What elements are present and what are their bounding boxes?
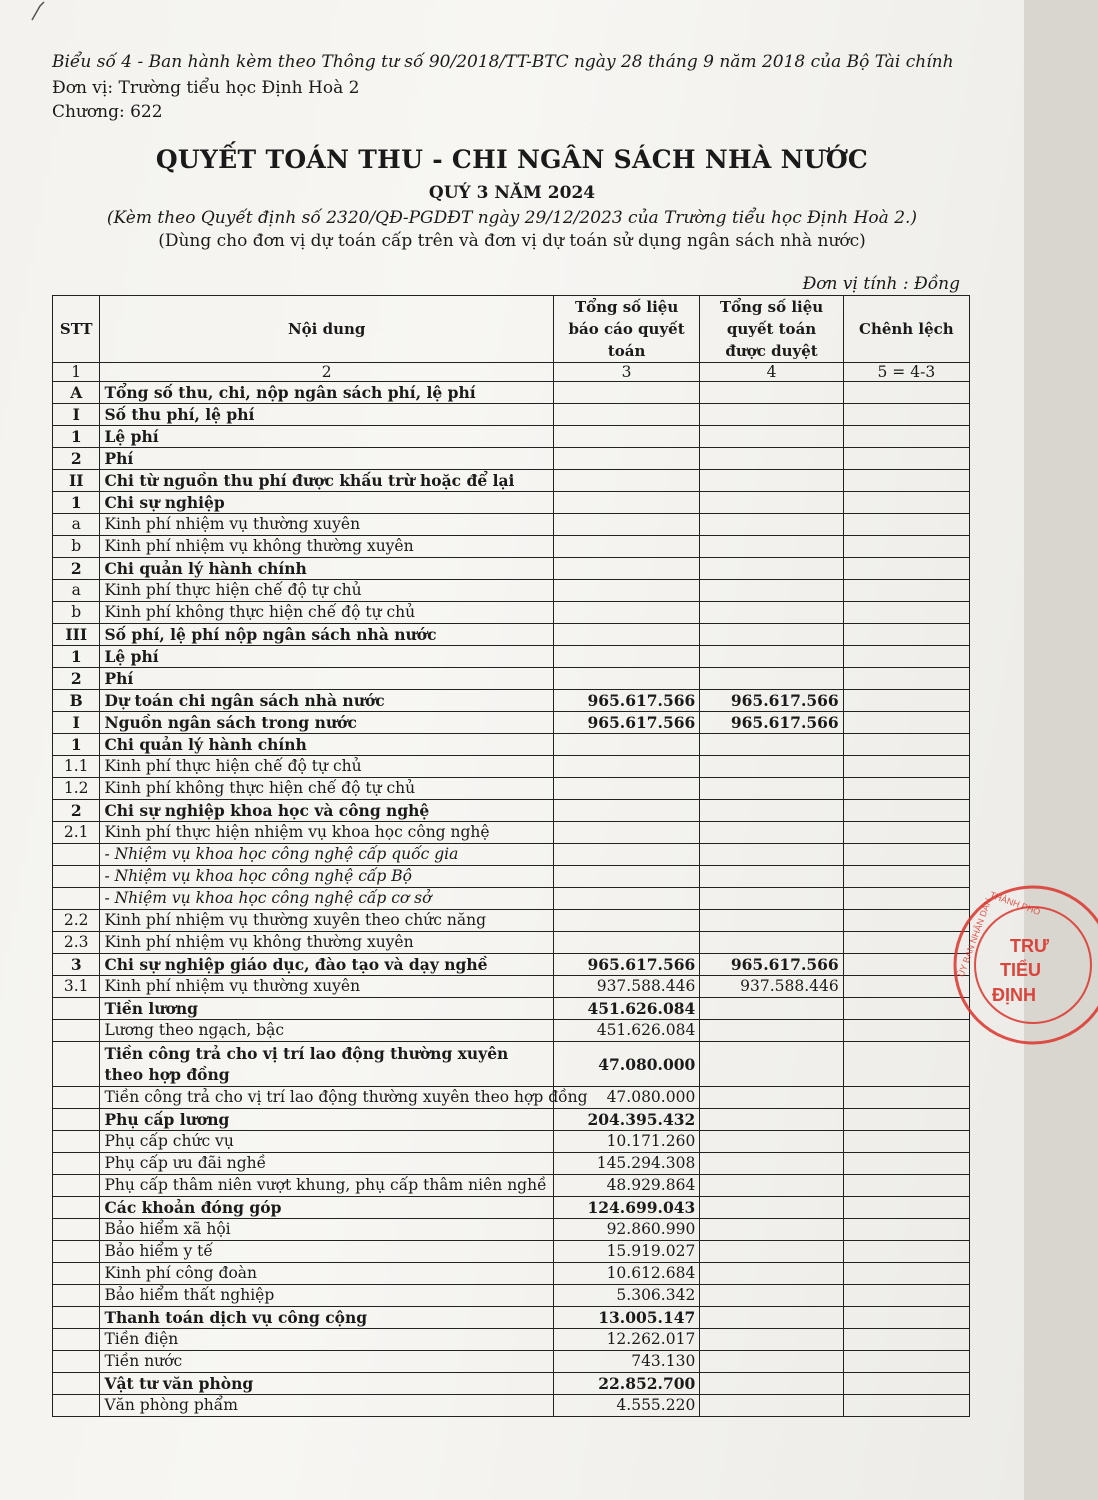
col-header-approved: Tổng số liệu quyết toán được duyệt	[700, 296, 843, 363]
table-row	[53, 668, 970, 690]
table-row	[53, 844, 970, 866]
row-approved-value	[700, 580, 843, 602]
row-difference-value	[843, 558, 969, 580]
table-row	[53, 426, 970, 448]
table-row	[53, 800, 970, 822]
row-approved-value	[700, 1307, 843, 1329]
row-stt-cell: I	[53, 404, 100, 426]
header-regulation-line: Biểu số 4 - Ban hành kèm theo Thông tư số 90/2018/TT-BTC ngày 28 tháng 9 năm 2018 của Bộ Tài chính	[52, 52, 954, 72]
row-difference-value	[843, 1263, 969, 1285]
row-stt-cell	[53, 1109, 100, 1131]
row-approved-value	[700, 888, 843, 910]
row-content-cell: Tổng số thu, chi, nộp ngân sách phí, lệ phí	[100, 382, 553, 404]
row-approved-value: 965.617.566	[700, 954, 843, 976]
row-content-cell: Vật tư văn phòng	[100, 1373, 553, 1395]
row-content-cell: Chi quản lý hành chính	[100, 558, 553, 580]
row-stt-cell: 2.1	[53, 822, 100, 844]
row-approved-value	[700, 404, 843, 426]
row-reported-value	[553, 888, 699, 910]
row-content-cell: Kinh phí không thực hiện chế độ tự chủ	[100, 778, 553, 800]
row-approved-value	[700, 756, 843, 778]
row-stt-cell	[53, 1219, 100, 1241]
row-content-cell: Phụ cấp chức vụ	[100, 1131, 553, 1153]
table-row	[53, 998, 970, 1020]
row-stt-cell: B	[53, 690, 100, 712]
row-difference-value	[843, 1131, 969, 1153]
index-cell: 3	[553, 363, 699, 382]
row-approved-value	[700, 932, 843, 954]
table-row	[53, 558, 970, 580]
row-approved-value: 937.588.446	[700, 976, 843, 998]
row-approved-value: 965.617.566	[700, 712, 843, 734]
row-reported-value	[553, 558, 699, 580]
table-row	[53, 1241, 970, 1263]
row-approved-value	[700, 1042, 843, 1087]
row-reported-value: 451.626.084	[553, 1020, 699, 1042]
table-row	[53, 536, 970, 558]
row-reported-value: 124.699.043	[553, 1197, 699, 1219]
row-stt-cell	[53, 1042, 100, 1087]
row-difference-value	[843, 624, 969, 646]
row-difference-value	[843, 536, 969, 558]
row-approved-value	[700, 844, 843, 866]
table-row	[53, 514, 970, 536]
table-row	[53, 580, 970, 602]
row-content-cell: Phí	[100, 448, 553, 470]
row-reported-value: 47.080.000	[553, 1042, 699, 1087]
row-content-cell: Phụ cấp thâm niên vượt khung, phụ cấp thâm niên nghề	[100, 1175, 553, 1197]
table-row	[53, 448, 970, 470]
col-header-stt: STT	[53, 296, 100, 363]
row-approved-value	[700, 668, 843, 690]
row-stt-cell: b	[53, 602, 100, 624]
table-row	[53, 888, 970, 910]
usage-note: (Dùng cho đơn vị dự toán cấp trên và đơn vị dự toán sử dụng ngân sách nhà nước)	[158, 231, 866, 251]
table-row	[53, 492, 970, 514]
row-approved-value	[700, 1131, 843, 1153]
row-reported-value: 47.080.000	[553, 1087, 699, 1109]
row-approved-value	[700, 1395, 843, 1417]
row-stt-cell	[53, 998, 100, 1020]
table-row	[53, 932, 970, 954]
row-reported-value	[553, 734, 699, 756]
row-approved-value	[700, 800, 843, 822]
row-reported-value: 965.617.566	[553, 954, 699, 976]
row-approved-value	[700, 1219, 843, 1241]
row-stt-cell	[53, 844, 100, 866]
row-stt-cell	[53, 1020, 100, 1042]
table-row	[53, 602, 970, 624]
row-content-cell: Phí	[100, 668, 553, 690]
row-difference-value	[843, 690, 969, 712]
table-row	[53, 954, 970, 976]
row-content-cell: Kinh phí nhiệm vụ không thường xuyên	[100, 536, 553, 558]
row-stt-cell: 1.1	[53, 756, 100, 778]
table-row	[53, 976, 970, 998]
row-stt-cell	[53, 1329, 100, 1351]
red-seal-stamp	[948, 880, 1098, 1050]
table-row	[53, 646, 970, 668]
row-approved-value	[700, 448, 843, 470]
table-row	[53, 1373, 970, 1395]
table-row	[53, 624, 970, 646]
row-approved-value	[700, 470, 843, 492]
table-row	[53, 1219, 970, 1241]
row-stt-cell: a	[53, 514, 100, 536]
row-difference-value	[843, 1175, 969, 1197]
header-unit-line: Đơn vị: Trường tiểu học Định Hoà 2	[52, 78, 360, 98]
row-reported-value: 4.555.220	[553, 1395, 699, 1417]
row-approved-value	[700, 1241, 843, 1263]
row-difference-value	[843, 492, 969, 514]
row-stt-cell: 2.2	[53, 910, 100, 932]
table-row	[53, 1153, 970, 1175]
table-body	[53, 382, 970, 1417]
row-content-cell: Thanh toán dịch vụ công cộng	[100, 1307, 553, 1329]
row-stt-cell: II	[53, 470, 100, 492]
row-reported-value: 12.262.017	[553, 1329, 699, 1351]
row-stt-cell	[53, 1175, 100, 1197]
table-row	[53, 1307, 970, 1329]
svg-text:ỦY BAN NHÂN DÂN: ỦY BAN NHÂN DÂN	[955, 896, 994, 979]
row-difference-value	[843, 1087, 969, 1109]
row-stt-cell: 2.3	[53, 932, 100, 954]
row-content-cell: - Nhiệm vụ khoa học công nghệ cấp Bộ	[100, 866, 553, 888]
row-approved-value	[700, 1175, 843, 1197]
row-stt-cell: A	[53, 382, 100, 404]
row-content-cell: Kinh phí nhiệm vụ thường xuyên theo chức năng	[100, 910, 553, 932]
row-stt-cell: 3	[53, 954, 100, 976]
row-content-cell: Kinh phí công đoàn	[100, 1263, 553, 1285]
row-stt-cell: 3.1	[53, 976, 100, 998]
row-difference-value	[843, 426, 969, 448]
row-stt-cell: 1.2	[53, 778, 100, 800]
row-stt-cell	[53, 1395, 100, 1417]
row-content-cell: Chi sự nghiệp giáo dục, đào tạo và dạy nghề	[100, 954, 553, 976]
row-content-cell: - Nhiệm vụ khoa học công nghệ cấp quốc gia	[100, 844, 553, 866]
table-row	[53, 756, 970, 778]
row-approved-value	[700, 536, 843, 558]
row-approved-value	[700, 1285, 843, 1307]
row-stt-cell	[53, 866, 100, 888]
row-reported-value: 451.626.084	[553, 998, 699, 1020]
document-subtitle: QUÝ 3 NĂM 2024	[428, 183, 596, 203]
row-approved-value	[700, 1153, 843, 1175]
row-content-cell: Tiền công trả cho vị trí lao động thường xuyên theo hợp đồng	[100, 1087, 553, 1109]
row-approved-value	[700, 382, 843, 404]
row-approved-value	[700, 1020, 843, 1042]
row-content-cell: Lương theo ngạch, bậc	[100, 1020, 553, 1042]
row-reported-value: 145.294.308	[553, 1153, 699, 1175]
row-content-cell: Dự toán chi ngân sách nhà nước	[100, 690, 553, 712]
row-reported-value	[553, 448, 699, 470]
row-difference-value	[843, 1109, 969, 1131]
row-approved-value	[700, 492, 843, 514]
row-reported-value	[553, 646, 699, 668]
row-content-cell: Tiền điện	[100, 1329, 553, 1351]
row-stt-cell	[53, 1241, 100, 1263]
row-difference-value	[843, 1395, 969, 1417]
table-row	[53, 404, 970, 426]
row-stt-cell	[53, 1351, 100, 1373]
row-content-cell: Tiền lương	[100, 998, 553, 1020]
row-content-cell: Kinh phí thực hiện chế độ tự chủ	[100, 580, 553, 602]
row-approved-value	[700, 602, 843, 624]
row-content-cell: Phụ cấp ưu đãi nghề	[100, 1153, 553, 1175]
row-reported-value	[553, 624, 699, 646]
row-stt-cell: a	[53, 580, 100, 602]
col-header-difference: Chênh lệch	[843, 296, 969, 363]
row-stt-cell	[53, 1153, 100, 1175]
row-difference-value	[843, 800, 969, 822]
row-approved-value	[700, 558, 843, 580]
table-row	[53, 1131, 970, 1153]
row-approved-value	[700, 822, 843, 844]
row-content-cell: Tiền công trả cho vị trí lao động thường xuyên theo hợp đồng	[100, 1042, 553, 1087]
row-reported-value	[553, 822, 699, 844]
row-content-cell: Số thu phí, lệ phí	[100, 404, 553, 426]
row-approved-value	[700, 1109, 843, 1131]
row-difference-value	[843, 514, 969, 536]
row-difference-value	[843, 602, 969, 624]
svg-text:ĐỊNH: ĐỊNH	[992, 985, 1036, 1005]
row-stt-cell: 1	[53, 646, 100, 668]
row-content-cell: Kinh phí nhiệm vụ không thường xuyên	[100, 932, 553, 954]
row-content-cell: Phụ cấp lương	[100, 1109, 553, 1131]
row-reported-value	[553, 426, 699, 448]
column-index-row	[53, 363, 970, 382]
table-row	[53, 1329, 970, 1351]
row-reported-value: 15.919.027	[553, 1241, 699, 1263]
row-difference-value	[843, 1351, 969, 1373]
row-reported-value	[553, 756, 699, 778]
row-difference-value	[843, 448, 969, 470]
row-content-cell: Kinh phí thực hiện chế độ tự chủ	[100, 756, 553, 778]
row-stt-cell: 1	[53, 426, 100, 448]
row-reported-value	[553, 668, 699, 690]
table-row	[53, 1285, 970, 1307]
row-difference-value	[843, 382, 969, 404]
row-reported-value	[553, 404, 699, 426]
row-approved-value	[700, 866, 843, 888]
row-difference-value	[843, 822, 969, 844]
row-approved-value	[700, 1263, 843, 1285]
row-difference-value	[843, 778, 969, 800]
row-stt-cell	[53, 888, 100, 910]
index-cell: 5 = 4-3	[843, 363, 969, 382]
row-reported-value	[553, 536, 699, 558]
row-stt-cell: 2	[53, 668, 100, 690]
index-cell: 1	[53, 363, 100, 382]
row-reported-value	[553, 866, 699, 888]
index-cell: 4	[700, 363, 843, 382]
row-reported-value: 48.929.864	[553, 1175, 699, 1197]
row-content-cell: Chi từ nguồn thu phí được khấu trừ hoặc để lại	[100, 470, 553, 492]
row-stt-cell: 2	[53, 448, 100, 470]
row-difference-value	[843, 404, 969, 426]
row-content-cell: Bảo hiểm thất nghiệp	[100, 1285, 553, 1307]
document-title: QUYẾT TOÁN THU - CHI NGÂN SÁCH NHÀ NƯỚC	[155, 145, 869, 174]
decision-note: (Kèm theo Quyết định số 2320/QĐ-PGDĐT ngày 29/12/2023 của Trường tiểu học Định Hoà 2.)	[106, 208, 918, 228]
row-reported-value: 10.612.684	[553, 1263, 699, 1285]
row-reported-value	[553, 492, 699, 514]
row-stt-cell	[53, 1285, 100, 1307]
table-row	[53, 734, 970, 756]
row-difference-value	[843, 712, 969, 734]
row-content-cell: Kinh phí nhiệm vụ thường xuyên	[100, 976, 553, 998]
row-content-cell: Lệ phí	[100, 426, 553, 448]
row-content-cell: Các khoản đóng góp	[100, 1197, 553, 1219]
row-approved-value	[700, 778, 843, 800]
row-difference-value	[843, 1219, 969, 1241]
row-approved-value	[700, 514, 843, 536]
row-reported-value: 5.306.342	[553, 1285, 699, 1307]
row-reported-value: 10.171.260	[553, 1131, 699, 1153]
row-content-cell: Chi sự nghiệp	[100, 492, 553, 514]
row-reported-value: 13.005.147	[553, 1307, 699, 1329]
svg-text:TRƯ: TRƯ	[1010, 936, 1049, 956]
row-content-cell: Kinh phí thực hiện nhiệm vụ khoa học công nghệ	[100, 822, 553, 844]
row-content-cell: Kinh phí nhiệm vụ thường xuyên	[100, 514, 553, 536]
row-approved-value: 965.617.566	[700, 690, 843, 712]
row-difference-value	[843, 1329, 969, 1351]
table-row	[53, 1395, 970, 1417]
table-row	[53, 822, 970, 844]
row-reported-value	[553, 470, 699, 492]
table-row	[53, 1263, 970, 1285]
row-approved-value	[700, 1197, 843, 1219]
row-difference-value	[843, 1307, 969, 1329]
row-stt-cell: 1	[53, 734, 100, 756]
row-difference-value	[843, 1285, 969, 1307]
row-reported-value	[553, 844, 699, 866]
table-row	[53, 712, 970, 734]
row-reported-value: 204.395.432	[553, 1109, 699, 1131]
table-row	[53, 1087, 970, 1109]
row-stt-cell	[53, 1197, 100, 1219]
row-approved-value	[700, 646, 843, 668]
row-content-cell: Chi sự nghiệp khoa học và công nghệ	[100, 800, 553, 822]
row-content-cell: Văn phòng phẩm	[100, 1395, 553, 1417]
row-stt-cell	[53, 1307, 100, 1329]
row-approved-value	[700, 734, 843, 756]
row-approved-value	[700, 1373, 843, 1395]
row-reported-value: 22.852.700	[553, 1373, 699, 1395]
row-approved-value	[700, 1329, 843, 1351]
table-row	[53, 1020, 970, 1042]
table-row	[53, 1042, 970, 1087]
row-reported-value	[553, 800, 699, 822]
row-reported-value	[553, 778, 699, 800]
row-stt-cell	[53, 1087, 100, 1109]
row-reported-value	[553, 932, 699, 954]
row-approved-value	[700, 1087, 843, 1109]
row-content-cell: Nguồn ngân sách trong nước	[100, 712, 553, 734]
row-stt-cell: III	[53, 624, 100, 646]
header-chapter-line: Chương: 622	[52, 102, 163, 122]
row-difference-value	[843, 668, 969, 690]
row-approved-value	[700, 1351, 843, 1373]
row-difference-value	[843, 1241, 969, 1263]
row-approved-value	[700, 998, 843, 1020]
row-reported-value	[553, 602, 699, 624]
table-row	[53, 866, 970, 888]
row-reported-value: 965.617.566	[553, 712, 699, 734]
row-content-cell: Kinh phí không thực hiện chế độ tự chủ	[100, 602, 553, 624]
row-difference-value	[843, 580, 969, 602]
row-stt-cell: 2	[53, 800, 100, 822]
row-difference-value	[843, 756, 969, 778]
svg-text:THÀNH PHỐ: THÀNH PHỐ	[988, 889, 1042, 918]
row-reported-value: 937.588.446	[553, 976, 699, 998]
row-approved-value	[700, 624, 843, 646]
row-stt-cell	[53, 1263, 100, 1285]
row-approved-value	[700, 426, 843, 448]
row-content-cell: Bảo hiểm xã hội	[100, 1219, 553, 1241]
row-content-cell: Số phí, lệ phí nộp ngân sách nhà nước	[100, 624, 553, 646]
row-reported-value	[553, 382, 699, 404]
row-difference-value	[843, 844, 969, 866]
row-difference-value	[843, 470, 969, 492]
pen-mark-icon	[30, 0, 48, 22]
row-difference-value	[843, 734, 969, 756]
row-stt-cell	[53, 1373, 100, 1395]
svg-text:TIỂU: TIỂU	[1000, 960, 1042, 980]
row-reported-value: 743.130	[553, 1351, 699, 1373]
row-content-cell: Chi quản lý hành chính	[100, 734, 553, 756]
table-row	[53, 382, 970, 404]
row-content-cell: Tiền nước	[100, 1351, 553, 1373]
row-stt-cell: I	[53, 712, 100, 734]
table-row	[53, 1197, 970, 1219]
row-stt-cell: b	[53, 536, 100, 558]
row-difference-value	[843, 1373, 969, 1395]
row-approved-value	[700, 910, 843, 932]
index-cell: 2	[100, 363, 553, 382]
row-difference-value	[843, 646, 969, 668]
table-row	[53, 1175, 970, 1197]
table-row	[53, 910, 970, 932]
currency-unit: Đơn vị tính : Đồng	[802, 274, 960, 294]
row-content-cell: Bảo hiểm y tế	[100, 1241, 553, 1263]
row-reported-value	[553, 580, 699, 602]
table-row	[53, 690, 970, 712]
row-reported-value: 92.860.990	[553, 1219, 699, 1241]
table-header-row	[53, 296, 970, 363]
col-header-reported: Tổng số liệu báo cáo quyết toán	[553, 296, 699, 363]
row-content-cell: - Nhiệm vụ khoa học công nghệ cấp cơ sở	[100, 888, 553, 910]
row-reported-value	[553, 910, 699, 932]
table-row	[53, 778, 970, 800]
row-content-cell: Lệ phí	[100, 646, 553, 668]
row-stt-cell	[53, 1131, 100, 1153]
row-difference-value	[843, 1197, 969, 1219]
row-reported-value	[553, 514, 699, 536]
table-row	[53, 1109, 970, 1131]
row-stt-cell: 1	[53, 492, 100, 514]
row-reported-value: 965.617.566	[553, 690, 699, 712]
table-row	[53, 470, 970, 492]
row-difference-value	[843, 1153, 969, 1175]
col-header-content: Nội dung	[100, 296, 553, 363]
budget-table	[52, 295, 970, 1417]
row-stt-cell: 2	[53, 558, 100, 580]
table-row	[53, 1351, 970, 1373]
